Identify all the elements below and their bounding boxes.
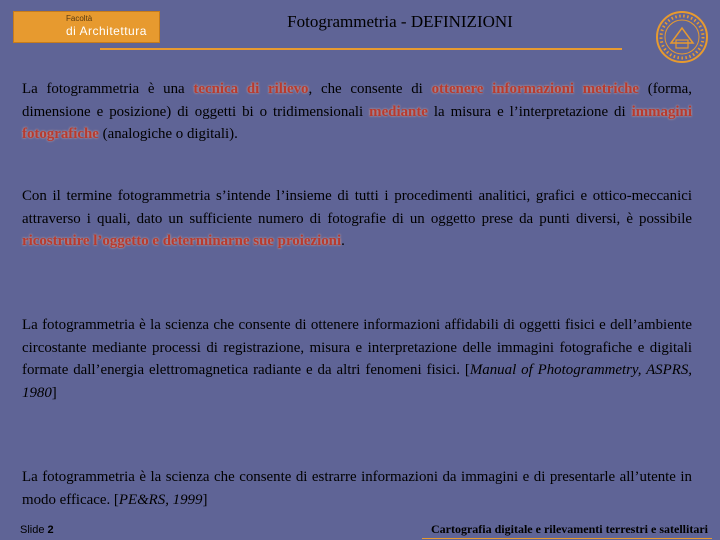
definition-paragraph-4: La fotogrammetria è la scienza che consente di estrarre informazioni da immagini e di presentarle all’utente in modo efficace. [PE&RS, 1999] xyxy=(22,469,692,508)
footer-underline xyxy=(422,538,712,539)
title-underline xyxy=(100,48,622,50)
highlight-immagini-fotografiche: immagini fotografiche xyxy=(22,103,692,142)
citation-pers: PE&RS, 1999 xyxy=(118,491,203,508)
definition-paragraph-3: La fotogrammetria è la scienza che consente di ottenere informazioni affidabili di oggetti fisici e dell’ambiente circostante mediante processi di registrazione, misura e interpretazione delle immagini fotografiche e digitali formate dall’energia elettromagnetica radiante e da altri fenomeni fisici. [Manual of Photogrammetry, ASPRS, 1980] xyxy=(22,317,692,401)
definition-paragraph-1: La fotogrammetria è una tecnica di rilievo, che consente di ottenere informazioni metriche (forma, dimensione e posizione) di oggetti bi o tridimensionali mediante la misura e l’interpretazione di immagini fotografiche (analogiche o digitali). xyxy=(22,81,692,142)
citation-asprs: Manual of Photogrammetry, ASPRS, 1980 xyxy=(22,362,692,401)
university-seal-icon xyxy=(655,10,709,64)
faculty-logo xyxy=(13,11,160,43)
slide-title: Fotogrammetria - DEFINIZIONI xyxy=(287,12,513,31)
slide-number: Slide 2 xyxy=(20,524,54,536)
highlight-mediante: mediante xyxy=(369,103,428,120)
definition-paragraph-2: Con il termine fotogrammetria s’intende l’insieme di tutti i procedimenti analitici, grafici e ottico-meccanici attraverso i quali, dato un sufficiente numero di fotografie di un oggetto prese da punti diversi, è possibile ricostruire l’oggetto e determinarne sue proiezioni. xyxy=(22,188,692,249)
highlight-informazioni-metriche: ottenere informazioni metriche xyxy=(431,81,639,97)
logo-line-2: di Architettura xyxy=(66,24,147,38)
highlight-ricostruire-oggetto: ricostruire l’oggetto e determinarne sue proiezioni xyxy=(22,233,342,249)
logo-line-1: Facoltà xyxy=(66,14,93,23)
course-title: Cartografia digitale e rilevamenti terrestri e satellitari xyxy=(430,522,708,536)
highlight-tecnica-di-rilievo: tecnica di rilievo xyxy=(193,81,309,97)
